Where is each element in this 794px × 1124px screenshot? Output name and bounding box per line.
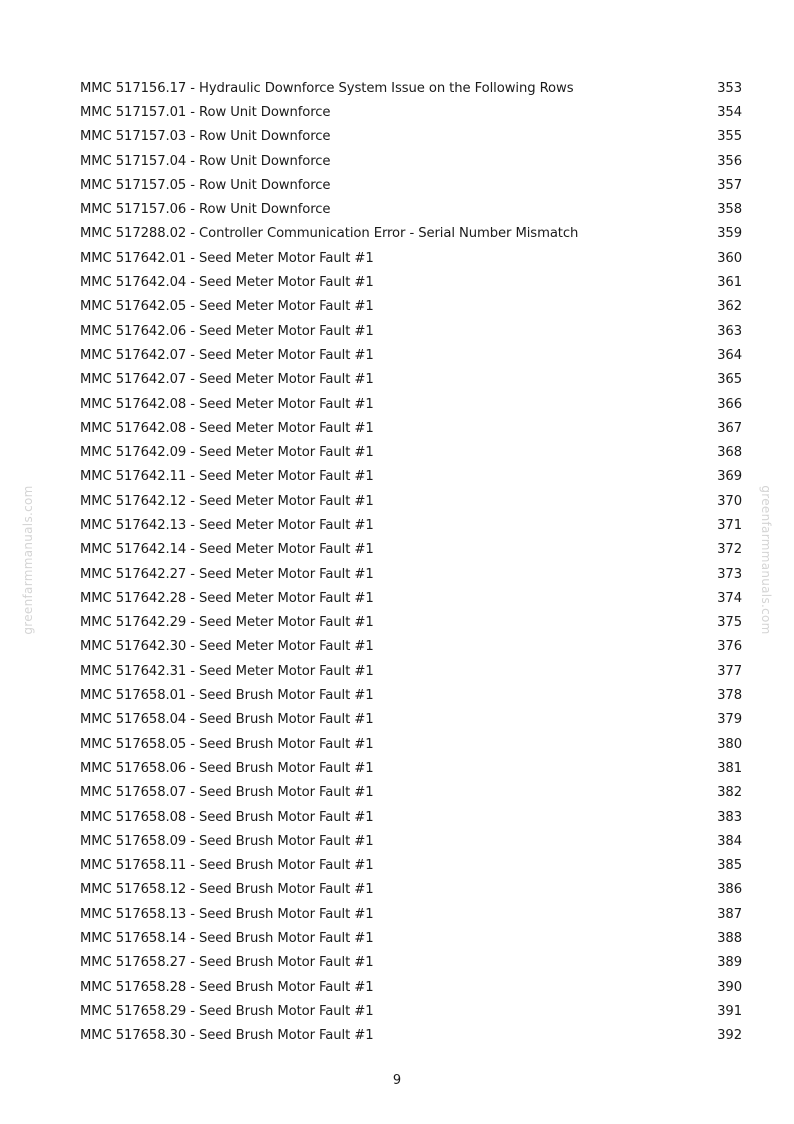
toc-entry-page: 382 (717, 785, 742, 801)
toc-entry[interactable] (80, 489, 742, 513)
toc-entry-title: MMC 517658.08 - Seed Brush Motor Fault #1 (80, 809, 374, 825)
toc-entry-page: 380 (717, 736, 742, 752)
toc-entry-title: MMC 517642.07 - Seed Meter Motor Fault #1 (80, 347, 374, 363)
toc-entry-title: MMC 517288.02 - Controller Communication Error - Serial Number Mismatch (80, 226, 579, 242)
toc-entry[interactable] (80, 805, 742, 829)
toc-entry-title: MMC 517658.05 - Seed Brush Motor Fault #1 (80, 736, 374, 752)
toc-entry-page: 363 (717, 323, 742, 339)
toc-entry-title: MMC 517658.28 - Seed Brush Motor Fault #1 (80, 979, 374, 995)
toc-entry-title: MMC 517658.12 - Seed Brush Motor Fault #1 (80, 882, 374, 898)
toc-entry-page: 369 (717, 469, 742, 485)
toc-entry[interactable] (80, 902, 742, 926)
toc-entry-title: MMC 517642.05 - Seed Meter Motor Fault #1 (80, 299, 374, 315)
toc-entry[interactable] (80, 975, 742, 999)
toc-entry[interactable] (80, 732, 742, 756)
toc-entry-title: MMC 517658.07 - Seed Brush Motor Fault #1 (80, 785, 374, 801)
toc-entry[interactable] (80, 392, 742, 416)
toc-entry-page: 366 (717, 396, 742, 412)
toc-entry-page: 362 (717, 299, 742, 315)
toc-entry[interactable] (80, 465, 742, 489)
toc-entry-title: MMC 517642.11 - Seed Meter Motor Fault #1 (80, 469, 374, 485)
toc-entry[interactable] (80, 149, 742, 173)
toc-entry[interactable] (80, 295, 742, 319)
toc-entry-page: 364 (717, 347, 742, 363)
toc-entry[interactable] (80, 513, 742, 537)
toc-entry-title: MMC 517642.09 - Seed Meter Motor Fault #1 (80, 445, 374, 461)
toc-entry[interactable] (80, 635, 742, 659)
toc-entry-page: 376 (717, 639, 742, 655)
toc-entry-page: 360 (717, 250, 742, 266)
toc-entry-page: 386 (717, 882, 742, 898)
toc-entry-title: MMC 517658.14 - Seed Brush Motor Fault #1 (80, 931, 374, 947)
toc-entry[interactable] (80, 708, 742, 732)
toc-entry[interactable] (80, 854, 742, 878)
toc-entry[interactable] (80, 562, 742, 586)
toc-entry-page: 361 (717, 275, 742, 291)
toc-entry-title: MMC 517642.01 - Seed Meter Motor Fault #1 (80, 250, 374, 266)
toc-entry-page: 385 (717, 858, 742, 874)
toc-entry-title: MMC 517642.12 - Seed Meter Motor Fault #1 (80, 493, 374, 509)
toc-entry-title: MMC 517658.06 - Seed Brush Motor Fault #1 (80, 760, 374, 776)
toc-entry[interactable] (80, 440, 742, 464)
toc-entry-page: 365 (717, 372, 742, 388)
toc-entry-page: 353 (717, 80, 742, 96)
toc-entry[interactable] (80, 100, 742, 124)
toc-entry-title: MMC 517658.30 - Seed Brush Motor Fault #1 (80, 1028, 374, 1044)
toc-entry-title: MMC 517658.13 - Seed Brush Motor Fault #1 (80, 906, 374, 922)
toc-entry[interactable] (80, 222, 742, 246)
toc-entry-title: MMC 517157.06 - Row Unit Downforce (80, 202, 331, 218)
toc-entry[interactable] (80, 756, 742, 780)
toc-entry-page: 388 (717, 931, 742, 947)
toc-entry[interactable] (80, 781, 742, 805)
toc-entry-page: 387 (717, 906, 742, 922)
toc-entry[interactable] (80, 76, 742, 100)
toc-entry[interactable] (80, 538, 742, 562)
toc-entry-page: 381 (717, 760, 742, 776)
toc-entry-title: MMC 517157.05 - Row Unit Downforce (80, 177, 331, 193)
toc-entry-page: 390 (717, 979, 742, 995)
toc-entry-title: MMC 517642.31 - Seed Meter Motor Fault #1 (80, 663, 374, 679)
toc-entry[interactable] (80, 319, 742, 343)
toc-entry-title: MMC 517642.08 - Seed Meter Motor Fault #1 (80, 420, 374, 436)
toc-entry[interactable] (80, 125, 742, 149)
toc-entry-page: 377 (717, 663, 742, 679)
toc-entry-title: MMC 517642.27 - Seed Meter Motor Fault #1 (80, 566, 374, 582)
toc-entry-page: 354 (717, 104, 742, 120)
toc-entry-page: 389 (717, 955, 742, 971)
toc-entry-title: MMC 517658.27 - Seed Brush Motor Fault #1 (80, 955, 374, 971)
toc-entry-title: MMC 517156.17 - Hydraulic Downforce System Issue on the Following Rows (80, 80, 574, 96)
toc-entry-title: MMC 517642.13 - Seed Meter Motor Fault #1 (80, 517, 374, 533)
toc-entry-title: MMC 517157.04 - Row Unit Downforce (80, 153, 331, 169)
toc-entry-title: MMC 517157.03 - Row Unit Downforce (80, 129, 331, 145)
toc-entry-page: 357 (717, 177, 742, 193)
page-number: 9 (392, 1073, 402, 1088)
toc-entry-page: 392 (717, 1028, 742, 1044)
toc-entry-title: MMC 517658.11 - Seed Brush Motor Fault #1 (80, 858, 374, 874)
toc-entry[interactable] (80, 659, 742, 683)
toc-entry[interactable] (80, 368, 742, 392)
toc-entry-page: 358 (717, 202, 742, 218)
toc-entry[interactable] (80, 343, 742, 367)
table-of-contents (80, 76, 742, 1048)
toc-entry-page: 374 (717, 590, 742, 606)
toc-entry-page: 375 (717, 615, 742, 631)
toc-entry[interactable] (80, 926, 742, 950)
toc-entry-title: MMC 517658.29 - Seed Brush Motor Fault #1 (80, 1003, 374, 1019)
toc-entry-title: MMC 517658.04 - Seed Brush Motor Fault #1 (80, 712, 374, 728)
toc-entry-page: 384 (717, 833, 742, 849)
toc-entry-page: 367 (717, 420, 742, 436)
watermark-left: greenfarmmanuals.com (21, 485, 35, 635)
toc-entry[interactable] (80, 270, 742, 294)
toc-entry-page: 378 (717, 688, 742, 704)
toc-entry-page: 379 (717, 712, 742, 728)
toc-entry[interactable] (80, 1024, 742, 1048)
toc-entry[interactable] (80, 416, 742, 440)
toc-entry[interactable] (80, 683, 742, 707)
toc-entry[interactable] (80, 829, 742, 853)
toc-entry-page: 383 (717, 809, 742, 825)
toc-entry[interactable] (80, 173, 742, 197)
toc-entry[interactable] (80, 999, 742, 1023)
toc-entry-page: 368 (717, 445, 742, 461)
toc-entry-title: MMC 517642.28 - Seed Meter Motor Fault #1 (80, 590, 374, 606)
toc-entry-title: MMC 517157.01 - Row Unit Downforce (80, 104, 331, 120)
toc-entry-page: 391 (717, 1003, 742, 1019)
toc-entry-page: 359 (717, 226, 742, 242)
toc-entry-page: 370 (717, 493, 742, 509)
toc-entry-title: MMC 517658.01 - Seed Brush Motor Fault #1 (80, 688, 374, 704)
toc-entry-title: MMC 517642.06 - Seed Meter Motor Fault #1 (80, 323, 374, 339)
toc-entry-title: MMC 517642.07 - Seed Meter Motor Fault #1 (80, 372, 374, 388)
watermark-right: greenfarmmanuals.com (759, 485, 773, 635)
toc-entry-page: 356 (717, 153, 742, 169)
toc-entry-page: 373 (717, 566, 742, 582)
toc-entry-page: 371 (717, 517, 742, 533)
toc-entry-title: MMC 517642.29 - Seed Meter Motor Fault #1 (80, 615, 374, 631)
toc-entry-title: MMC 517642.14 - Seed Meter Motor Fault #1 (80, 542, 374, 558)
toc-entry-title: MMC 517642.08 - Seed Meter Motor Fault #1 (80, 396, 374, 412)
toc-entry[interactable] (80, 878, 742, 902)
toc-entry[interactable] (80, 197, 742, 221)
toc-entry-title: MMC 517658.09 - Seed Brush Motor Fault #1 (80, 833, 374, 849)
toc-entry-page: 355 (717, 129, 742, 145)
toc-entry-title: MMC 517642.30 - Seed Meter Motor Fault #1 (80, 639, 374, 655)
toc-entry[interactable] (80, 951, 742, 975)
toc-entry-page: 372 (717, 542, 742, 558)
toc-entry-title: MMC 517642.04 - Seed Meter Motor Fault #1 (80, 275, 374, 291)
toc-entry[interactable] (80, 246, 742, 270)
toc-entry[interactable] (80, 611, 742, 635)
toc-entry[interactable] (80, 586, 742, 610)
